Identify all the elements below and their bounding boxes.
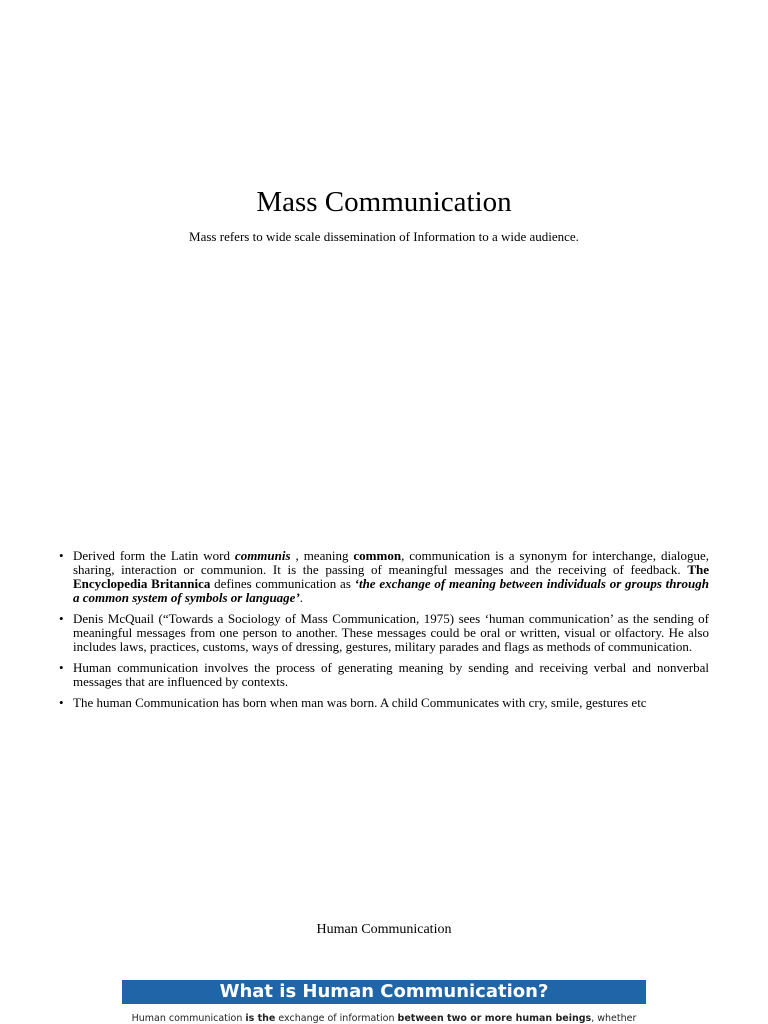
caption-run: , whether <box>591 1013 637 1024</box>
list-item-text: Human communication involves the process of generating meaning by sending and receiving verbal and nonverbal messages that are influenced by contexts. <box>73 660 709 689</box>
bullet-dot: • <box>59 695 64 710</box>
list-item <box>56 661 709 689</box>
section-heading: Human Communication <box>316 922 452 937</box>
bullet-dot: • <box>59 548 64 563</box>
page-subtitle: Mass refers to wide scale dissemination of Information to a wide audience. <box>189 229 579 244</box>
infographic-caption <box>0 1013 768 1024</box>
bullet-dot: • <box>59 660 64 675</box>
caption-run: between two or more human beings <box>397 1013 592 1024</box>
list-item-text: Denis McQuail (“Towards a Sociology of Mass Communication, 1975) sees ‘human communication’ as the sending of meaningful messages from one person to another. These messages could be oral or written, visual or olfactory. He also includes laws, practices, customs, ways of dressing, gestures, military parades and flags as methods of communication. <box>73 611 709 654</box>
text-run: defines communication as <box>210 576 355 591</box>
list-item <box>56 696 709 710</box>
list-item <box>56 549 709 605</box>
infographic-banner: What is Human Communication? <box>122 980 646 1004</box>
emphasis-term: communis <box>234 548 291 563</box>
bullet-dot: • <box>59 611 64 626</box>
page-title: Mass Communication <box>256 186 512 218</box>
source-name: The Encyclopedia Britannica <box>73 562 709 591</box>
list-item-text: The human Communication has born when man was born. A child Communicates with cry, smile, gestures etc <box>73 695 647 710</box>
caption-run: Human communication <box>131 1013 246 1024</box>
caption-run: is the <box>245 1013 276 1024</box>
text-run: , communication is a synonym for interchange, dialogue, sharing, interaction or communion. It is the passing of meaningful messages and the receiving of feedback. <box>73 548 709 577</box>
text-run: Derived form the Latin word <box>73 548 235 563</box>
bullet-list <box>56 549 709 717</box>
text-run: . <box>299 590 304 605</box>
definition-quote: ‘the exchange of meaning between individuals or groups through a common system of symbols or language’ <box>73 576 709 605</box>
list-item <box>56 612 709 654</box>
emphasis-term: common <box>353 548 402 563</box>
caption-run: exchange of information <box>275 1013 398 1024</box>
text-run: , meaning <box>290 548 354 563</box>
